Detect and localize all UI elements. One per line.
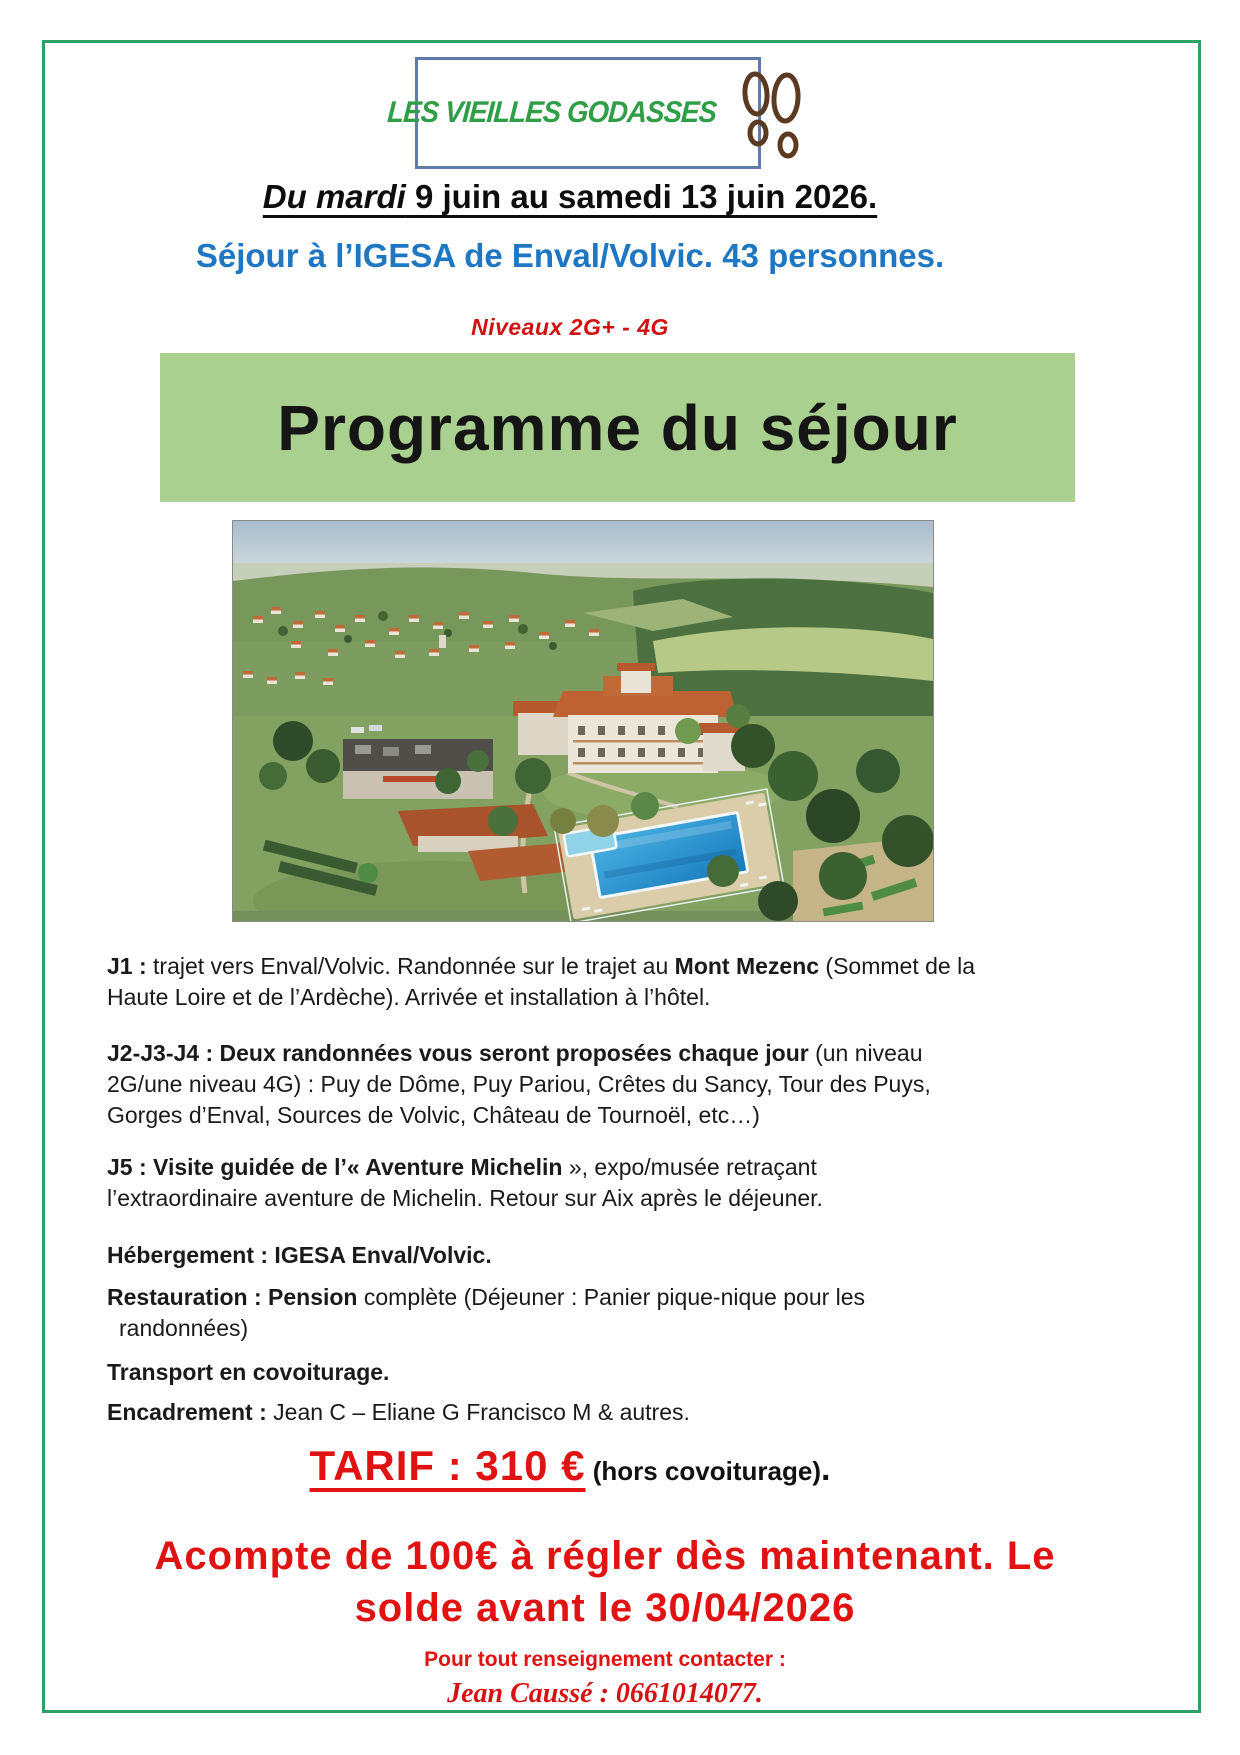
j1-text-1: trajet vers Enval/Volvic. Randonnée sur le trajet au bbox=[146, 953, 675, 979]
program-banner-title: Programme du séjour bbox=[277, 391, 958, 464]
j234-label: J2-J3-J4 : Deux randonnées vous seront proposées chaque jour bbox=[107, 1040, 809, 1066]
paragraph-restauration bbox=[107, 1282, 1029, 1344]
club-logo bbox=[386, 57, 761, 169]
footprints-icon bbox=[741, 67, 803, 159]
resort-aerial-photo bbox=[232, 520, 934, 922]
j5-text-2: l’extraordinaire aventure de Michelin. Retour sur Aix après le déjeuner. bbox=[107, 1185, 823, 1211]
restauration-label: Restauration : Pension bbox=[107, 1284, 358, 1310]
date-heading-rest: 9 juin au samedi 13 juin 2026. bbox=[405, 178, 878, 215]
tarif-period: . bbox=[820, 1450, 831, 1488]
stay-subtitle: Séjour à l’IGESA de Enval/Volvic. 43 personnes. bbox=[195, 237, 945, 274]
j1-bold-mont-mezenc: Mont Mezenc bbox=[674, 953, 820, 979]
j234-text-2: 2G/une niveau 4G) : Puy de Dôme, Puy Pariou, Crêtes du Sancy, Tour des Puys, bbox=[107, 1071, 931, 1097]
encadrement-text: Jean C – Eliane G Francisco M & autres. bbox=[273, 1399, 690, 1425]
program-banner bbox=[160, 353, 1075, 502]
paragraph-j1 bbox=[107, 951, 1029, 1013]
levels-line: Niveaux 2G+ - 4G bbox=[471, 314, 669, 340]
date-heading-italic-part: Du mardi bbox=[262, 178, 406, 215]
contact-phone: Jean Caussé : 0661014077. bbox=[447, 1678, 763, 1709]
j234-text-3: Gorges d’Enval, Sources de Volvic, Château de Tournoël, etc…) bbox=[107, 1102, 760, 1128]
encadrement-label: Encadrement : bbox=[107, 1399, 274, 1425]
date-heading bbox=[60, 178, 1080, 216]
contact-label: Pour tout renseignement contacter : bbox=[424, 1648, 786, 1671]
restauration-text-1: complète (Déjeuner : Panier pique-nique pour les bbox=[357, 1284, 866, 1310]
paragraph-encadrement bbox=[107, 1397, 1029, 1428]
resort-aerial-photo-art bbox=[233, 521, 933, 921]
j234-text-1: (un niveau bbox=[808, 1040, 923, 1066]
j1-label: J1 : bbox=[107, 953, 147, 979]
tarif-line bbox=[60, 1442, 1080, 1490]
paragraph-transport: Transport en covoiturage. bbox=[107, 1359, 390, 1385]
paragraph-j5 bbox=[107, 1152, 1029, 1214]
deposit-notice bbox=[30, 1530, 1180, 1634]
restauration-text-2: randonnées) bbox=[119, 1315, 249, 1341]
tarif-note: (hors covoiturage) bbox=[585, 1456, 821, 1486]
deposit-line-1: Acompte de 100€ à régler dès maintenant. Le bbox=[154, 1534, 1056, 1578]
j1-text-2: (Sommet de la bbox=[819, 953, 975, 979]
paragraph-hebergement: Hébergement : IGESA Enval/Volvic. bbox=[107, 1242, 492, 1268]
j1-text-3: Haute Loire et de l’Ardèche). Arrivée et installation à l’hôtel. bbox=[107, 984, 711, 1010]
deposit-line-2: solde avant le 30/04/2026 bbox=[354, 1586, 856, 1630]
club-logo-text: LES VIEILLES GODASSES bbox=[386, 96, 718, 129]
tarif-amount: TARIF : 310 € bbox=[309, 1442, 586, 1489]
date-heading-underline bbox=[263, 178, 877, 215]
j5-label: J5 : Visite guidée de l’« Aventure Michelin bbox=[107, 1154, 563, 1180]
j5-text-1: », expo/musée retraçant bbox=[562, 1154, 817, 1180]
paragraph-j2-j3-j4 bbox=[107, 1038, 1029, 1131]
